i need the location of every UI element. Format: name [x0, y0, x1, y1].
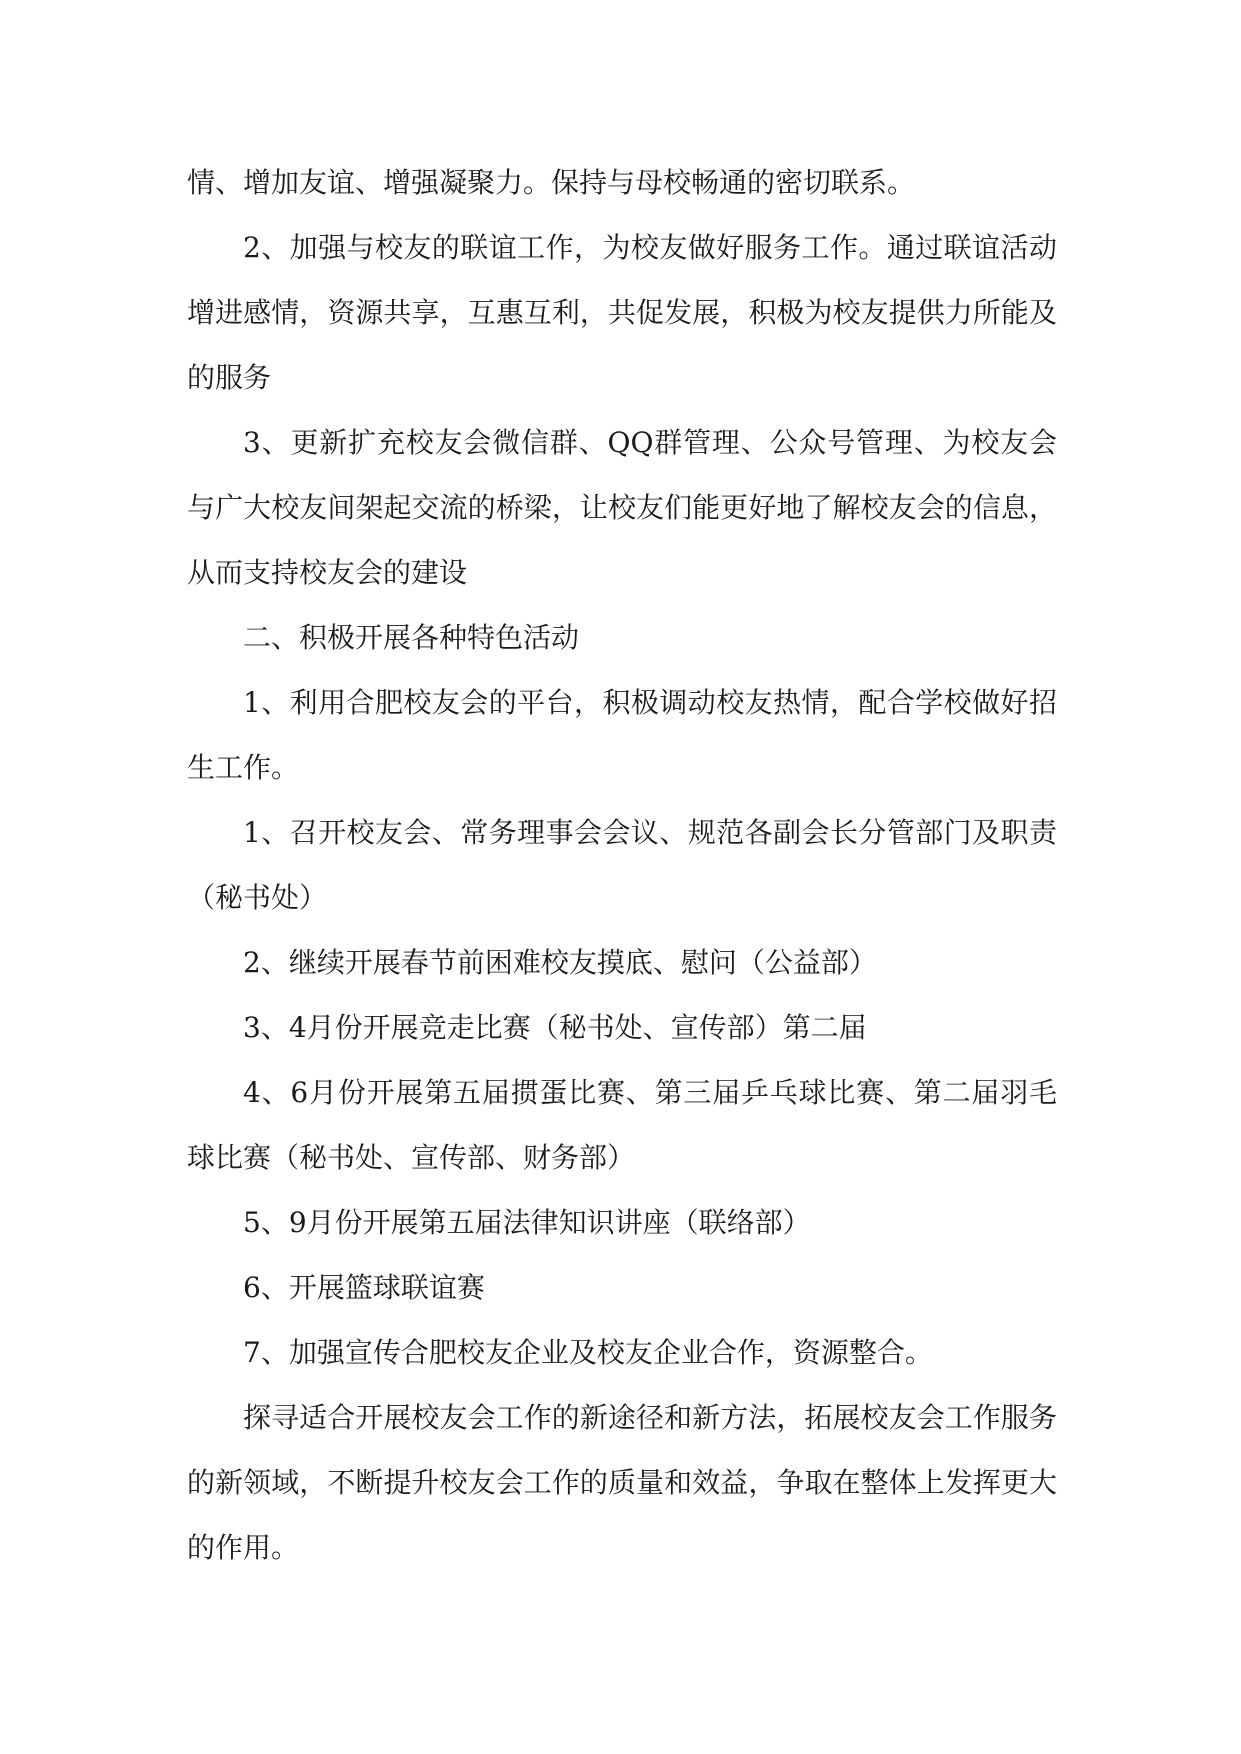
paragraph-activity-6: 6、开展篮球联谊赛: [243, 1271, 485, 1304]
paragraph-item-3: 3、更新扩充校友会微信群、QQ群管理、公众号管理、为校友会与广大校友间架起交流的桥梁，让校友们能更好地了解校友会的信息，从而支持校友会的建设: [187, 426, 1057, 589]
paragraph-activity-5: 5、9月份开展第五届法律知识讲座（联络部）: [243, 1206, 811, 1239]
paragraph-activity-2: 2、继续开展春节前困难校友摸底、慰问（公益部）: [243, 946, 877, 979]
paragraph-activity-4: 4、6月份开展第五届掼蛋比赛、第三届乒乓球比赛、第二届羽毛球比赛（秘书处、宣传部、财务部）: [187, 1076, 1057, 1174]
paragraph-closing: 探寻适合开展校友会工作的新途径和新方法，拓展校友会工作服务的新领域，不断提升校友会工作的质量和效益，争取在整体上发挥更大的作用。: [187, 1401, 1057, 1564]
paragraph-activity-1a: 1、利用合肥校友会的平台，积极调动校友热情，配合学校做好招生工作。: [187, 686, 1057, 784]
paragraph-activity-7: 7、加强宣传合肥校友企业及校友企业合作，资源整合。: [243, 1336, 933, 1369]
paragraph-item-2: 2、加强与校友的联谊工作，为校友做好服务工作。通过联谊活动增进感情，资源共享，互惠互利，共促发展，积极为校友提供力所能及的服务: [187, 231, 1057, 394]
paragraph-continuation: 情、增加友谊、增强凝聚力。保持与母校畅通的密切联系。: [187, 166, 916, 199]
section-heading-2: 二、积极开展各种特色活动: [243, 621, 580, 654]
document-body: [187, 150, 1057, 1580]
paragraph-activity-3: 3、4月份开展竞走比赛（秘书处、宣传部）第二届: [243, 1011, 867, 1044]
paragraph-activity-1b: 1、召开校友会、常务理事会会议、规范各副会长分管部门及职责（秘书处）: [187, 816, 1057, 914]
